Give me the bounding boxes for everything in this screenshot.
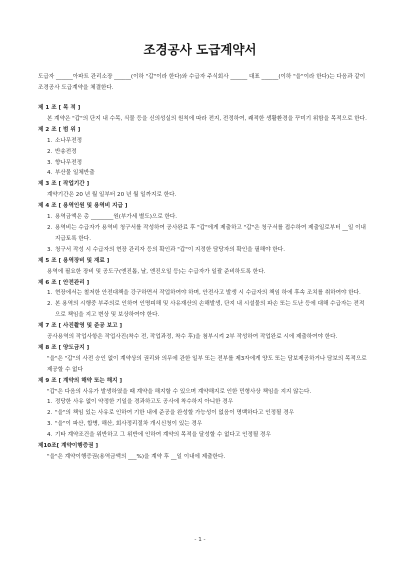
list-item-text: 청구서 작성 시 수급자의 현장 관리자 등의 확인과 "갑"이 지정한 담당자의 확인을 필해야 한다. [55, 246, 285, 253]
list-item [47, 397, 368, 408]
list-item [47, 430, 368, 441]
list-item-text: 현장에서는 철저한 안전대책을 강구하면서 작업하여야 하며, 안전사고 발생 시 수급자의 책임 하에 후속 조치를 취하여야 한다. [55, 290, 361, 297]
article-text: "갑"은 다음의 사유가 발생하였을 때 계약을 해지할 수 있으며 계약해지로 인한 민형사상 책임을 지지 않는다. [47, 388, 312, 395]
list-item-text: 소나무전정 [55, 137, 83, 144]
article-text: 용역에 필요한 장비 및 공도구(엔진톱, 날, 엔진오일 등)는 수급자가 일괄 준비하도록 한다. [47, 268, 266, 275]
article-list [38, 212, 368, 256]
article-list [38, 397, 368, 441]
articles-container [38, 103, 368, 463]
list-item-number: 1. [47, 214, 53, 221]
list-item [47, 419, 368, 430]
article-text: 공사용역의 작업사항은 작업사진(착수 전, 작업과정, 착수 후)을 첨부시켜 2부 작성하여 작업완료 시에 제출하여야 한다. [47, 334, 338, 341]
list-item [47, 158, 368, 169]
article-heading: 제 2 조 [ 범 위 ] [38, 126, 81, 133]
article-heading: 제 3 조 [ 작업기간 ] [38, 181, 90, 188]
list-item [47, 136, 368, 147]
article-heading: 제 4 조 [ 용역인원 및 용역비 지급 ] [38, 203, 128, 210]
intro-paragraph: 도급자 ______아파트 관리소장 ______(이하 "갑"이라 한다)와 수급자 주식회사 ______ 대표 ______(이하 "을"이라 한다)는 다음과 같이 조경공사 도급계약을 체결한다. [38, 74, 366, 91]
list-item-number: 2. [47, 410, 53, 417]
article-8 [38, 343, 368, 376]
article-1 [38, 103, 368, 125]
list-item-number: 1. [47, 290, 53, 297]
list-item [47, 299, 368, 321]
list-item [47, 408, 368, 419]
article-text: "을"은 "갑"의 사전 승인 없이 계약상의 권리와 의무에 관한 일부 또는 전부를 제3자에게 양도 또는 담보제공하거나 담보의 목적으로 제공할 수 없다 [47, 355, 367, 373]
article-heading: 제 5 조 [ 용역장비 및 재료 ] [38, 257, 110, 264]
list-item-number: 2. [47, 148, 53, 155]
article-text: 계약기간은 20 년 월 일부터 20 년 월 일까지로 한다. [47, 192, 177, 199]
list-item [47, 168, 368, 179]
list-item-number: 2. [47, 301, 53, 308]
list-item [47, 212, 368, 223]
list-item-text: 용역금액은 총 ________원(부가세 별도)으로 한다. [55, 214, 178, 221]
list-item-text: "을"이 파산, 합병, 해산, 회사정리절차 개시신청이 있는 경우 [55, 421, 203, 428]
list-item-text: 본 용역의 시행중 부주의로 인하여 인명피해 및 사유재산의 손해발생, 단지 내 시설물의 파손 또는 도난 등에 대해 수급자는 전적으로 책임을 지고 변상 및 보상하여야 한다. [55, 301, 365, 319]
list-item [47, 288, 368, 299]
list-item [47, 245, 368, 256]
article-4 [38, 201, 368, 256]
article-6 [38, 278, 368, 322]
article-5 [38, 256, 368, 278]
article-heading: 제 7 조 [ 사진촬영 및 준공 보고 ] [38, 323, 123, 330]
list-item-text: 정당한 사유 없이 약정한 기일을 경과하고도 공사에 착수하지 아니한 경우 [55, 399, 234, 406]
article-heading: 제10조[ 계약이행증권 ] [38, 443, 99, 450]
list-item [47, 147, 368, 158]
article-heading: 제 9 조 [ 계약의 해약 또는 해지 ] [38, 377, 123, 384]
list-item-number: 3. [47, 159, 53, 166]
list-item [47, 223, 368, 245]
article-2 [38, 125, 368, 180]
article-heading: 제 1 조 [ 목 적 ] [38, 105, 81, 111]
list-item-text: "을"의 책임 있는 사유로 인하여 기한 내에 준공을 완성할 가능성이 없음이 명백하다고 인정될 경우 [55, 410, 295, 417]
page-number: - 1 - [194, 537, 206, 543]
article-3 [38, 179, 368, 201]
article-10 [38, 441, 368, 463]
list-item-text: 용역비는 수급자가 용역비 청구서를 작성하여 공사완료 후 "갑"에게 제출하고 "갑"은 청구서를 접수하여 제출일로부터 __일 이내 지급토록 한다. [55, 224, 366, 242]
list-item-number: 4. [47, 432, 53, 439]
list-item-text: 반송전정 [55, 148, 77, 155]
article-list [38, 288, 368, 321]
list-item-number: 1. [47, 137, 53, 144]
list-item-text: 기타 계약조건을 위반하고 그 위반에 인하여 계약의 목적을 달성할 수 없다고 인정될 경우 [55, 432, 271, 439]
list-item-number: 3. [47, 246, 53, 253]
article-heading: 제 8 조 [ 양도금지 ] [38, 344, 90, 351]
list-item-text: 향나무전정 [55, 159, 83, 166]
document-title: 조경공사 도급계약서 [143, 42, 257, 57]
list-item-number: 1. [47, 399, 53, 406]
list-item-number: 3. [47, 421, 53, 428]
list-item-text: 부산물 일체반출 [55, 170, 95, 177]
article-9 [38, 376, 368, 441]
list-item-number: 2. [47, 224, 53, 231]
article-list [38, 136, 368, 180]
article-7 [38, 321, 368, 343]
article-heading: 제 6 조 [ 안전관리 ] [38, 279, 90, 286]
list-item-number: 4. [47, 170, 53, 177]
article-text: "을"은 계약이행증권(용역금액의 ___%)을 계약 후 __일 이내에 제출한다. [47, 454, 226, 460]
article-text: 본 계약은 "갑"의 단지 내 수목, 식물 등을 신의성실의 원칙에 따라 전지, 전정하여, 쾌적한 생활환경을 꾸미기 위함을 목적으로 한다. [47, 115, 367, 122]
